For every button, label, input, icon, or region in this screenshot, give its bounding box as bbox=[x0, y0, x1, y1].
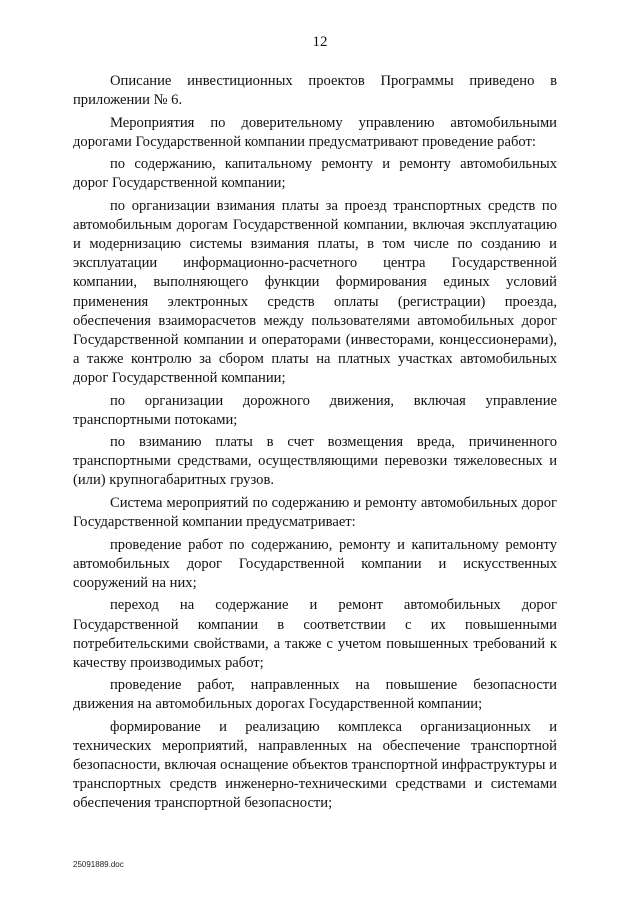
footer-document-code: 25091889.doc bbox=[73, 860, 124, 869]
paragraph: по организации дорожного движения, включая управление транспортными потоками; bbox=[73, 392, 557, 428]
paragraph: формирование и реализацию комплекса организационных и технических мероприятий, направленных на обеспечение транспортной безопасности, включая оснащение объектов транспортной инфраструктуры и транспортных средств инженерно-техническими средствами и системами обеспечения транспортной безопасности; bbox=[73, 719, 557, 812]
paragraph: переход на содержание и ремонт автомобильных дорог Государственной компании в соответствии с их повышенными потребительскими свойствами, а также с учетом повышенных требований к качеству производимых работ; bbox=[73, 597, 557, 671]
paragraph: по организации взимания платы за проезд транспортных средств по автомобильным дорогам Государственной компании, включая эксплуатацию и модернизацию системы взимания платы, в том числе по созданию и эксплуатации информационно-расчетного центра Государственной компании, выполняющего функции формирования единых условий применения электронных средств оплаты (регистрации) проезда, обеспечения взаиморасчетов между пользователями автомобильных дорог Государственной компании и операторами (инвесторами, концессионерами), а также контролю за сбором платы на платных участках автомобильных дорог Государственной компании; bbox=[73, 198, 557, 386]
paragraph: проведение работ по содержанию, ремонту и капитальному ремонту автомобильных дорог Государственной компании и искусственных сооружений на них; bbox=[73, 536, 557, 591]
paragraph: Система мероприятий по содержанию и ремонту автомобильных дорог Государственной компании предусматривает: bbox=[73, 494, 557, 531]
paragraph: Мероприятия по доверительному управлению автомобильными дорогами Государственной компании предусматривают проведение работ: bbox=[73, 114, 557, 150]
document-body bbox=[73, 72, 557, 817]
paragraph: проведение работ, направленных на повышение безопасности движения на автомобильных дорогах Государственной компании; bbox=[73, 677, 557, 713]
paragraph: по содержанию, капитальному ремонту и ремонту автомобильных дорог Государственной компании; bbox=[73, 156, 557, 192]
paragraph: по взиманию платы в счет возмещения вреда, причиненного транспортными средствами, осуществляющими перевозки тяжеловесных и (или) крупногабаритных грузов. bbox=[73, 434, 557, 489]
page-number: 12 bbox=[312, 34, 328, 50]
paragraph: Описание инвестиционных проектов Программы приведено в приложении № 6. bbox=[73, 73, 557, 109]
